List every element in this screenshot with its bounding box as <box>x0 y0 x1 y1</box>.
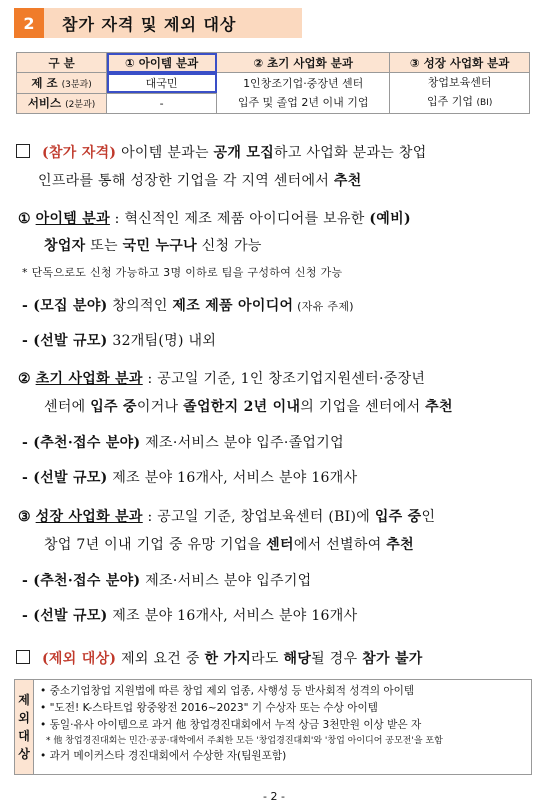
exclusion-list <box>34 680 531 774</box>
list-item: • "도전! K-스타트업 왕중왕전 2016~2023" 기 수상자 또는 수상 아이템 <box>40 702 378 714</box>
list-item: • 과거 메이커스타 경진대회에서 수상한 자(팀원포함) <box>40 750 287 762</box>
growth-field: - (추천·접수 분야) 제조·서비스 분야 입주기업 <box>22 573 312 589</box>
cell-item-service: - <box>107 93 217 114</box>
growth-selection: - (선발 규모) 제조 분야 16개사, 서비스 분야 16개사 <box>22 608 358 624</box>
early-division-line-1: ② 초기 사업화 분과 : 공고일 기준, 1인 창조기업지원센터·중장년 <box>18 371 426 387</box>
page-number: - 2 - <box>263 790 285 803</box>
cell-growth: 창업보육센터 입주 기업 (BI) <box>390 73 530 114</box>
table-header-item: ① 아이템 분과 <box>107 53 217 73</box>
item-note: * 단독으로도 신청 가능하고 3명 이하로 팀을 구성하여 신청 가능 <box>22 266 343 279</box>
table-header-growth: ③ 성장 사업화 분과 <box>390 53 530 73</box>
item-selection: - (선발 규모) 32개팀(명) 내외 <box>22 333 217 349</box>
exclusion-line: (제외 대상) 제외 요건 중 한 가지라도 해당될 경우 참가 불가 <box>16 648 423 668</box>
cell-item-manufacturing: 대국민 <box>107 73 217 94</box>
section-title: 참가 자격 및 제외 대상 <box>44 8 302 38</box>
item-division-line-1: ① 아이템 분과 : 혁신적인 제조 제품 아이디어를 보유한 (예비) <box>18 211 411 227</box>
table-row <box>17 73 530 94</box>
cell-early: 1인창조기업·중장년 센터 입주 및 졸업 2년 이내 기업 <box>217 73 390 114</box>
section-header <box>14 8 302 38</box>
checkbox-square-icon <box>16 650 30 664</box>
section-number: 2 <box>14 8 44 38</box>
exclusion-box <box>14 679 532 775</box>
table-header-early: ② 초기 사업화 분과 <box>217 53 390 73</box>
list-item: • 중소기업창업 지원법에 따른 창업 제외 업종, 사행성 등 반사회적 성격의 아이템 <box>40 685 415 697</box>
growth-division-line-1: ③ 성장 사업화 분과 : 공고일 기준, 창업보육센터 (BI)에 입주 중인 <box>18 509 436 525</box>
exclusion-box-label: 제 외 대 상 <box>15 680 34 774</box>
exclusion-footnote: * 他 창업경진대회는 민간·공공·대학에서 주최한 모든 '창업경진대회'와 '창업 아이디어 공모전'을 포함 <box>46 736 443 746</box>
checkbox-square-icon <box>16 144 30 158</box>
row-label-manufacturing: 제 조 (3분과) <box>17 73 107 94</box>
item-division-line-2: 창업자 또는 국민 누구나 신청 가능 <box>44 238 262 254</box>
category-table <box>16 52 530 114</box>
early-division-line-2: 센터에 입주 중이거나 졸업한지 2년 이내의 기업을 센터에서 추천 <box>44 399 453 415</box>
list-item: • 동일·유사 아이템으로 과거 他 창업경진대회에서 누적 상금 3천만원 이상 받은 자 <box>40 719 422 731</box>
table-header-category: 구 분 <box>17 53 107 73</box>
eligibility-line-2: 인프라를 통해 성장한 기업을 각 지역 센터에서 추천 <box>38 173 362 189</box>
row-label-service: 서비스 (2분과) <box>17 93 107 114</box>
early-selection: - (선발 규모) 제조 분야 16개사, 서비스 분야 16개사 <box>22 470 358 486</box>
growth-division-line-2: 창업 7년 이내 기업 중 유망 기업을 센터에서 선별하여 추천 <box>44 537 414 553</box>
eligibility-line-1: (참가 자격) 아이템 분과는 공개 모집하고 사업화 분과는 창업 <box>16 142 427 162</box>
item-field: - (모집 분야) 창의적인 제조 제품 아이디어 (자유 주제) <box>22 298 354 314</box>
early-field: - (추천·접수 분야) 제조·서비스 분야 입주·졸업기업 <box>22 435 344 451</box>
